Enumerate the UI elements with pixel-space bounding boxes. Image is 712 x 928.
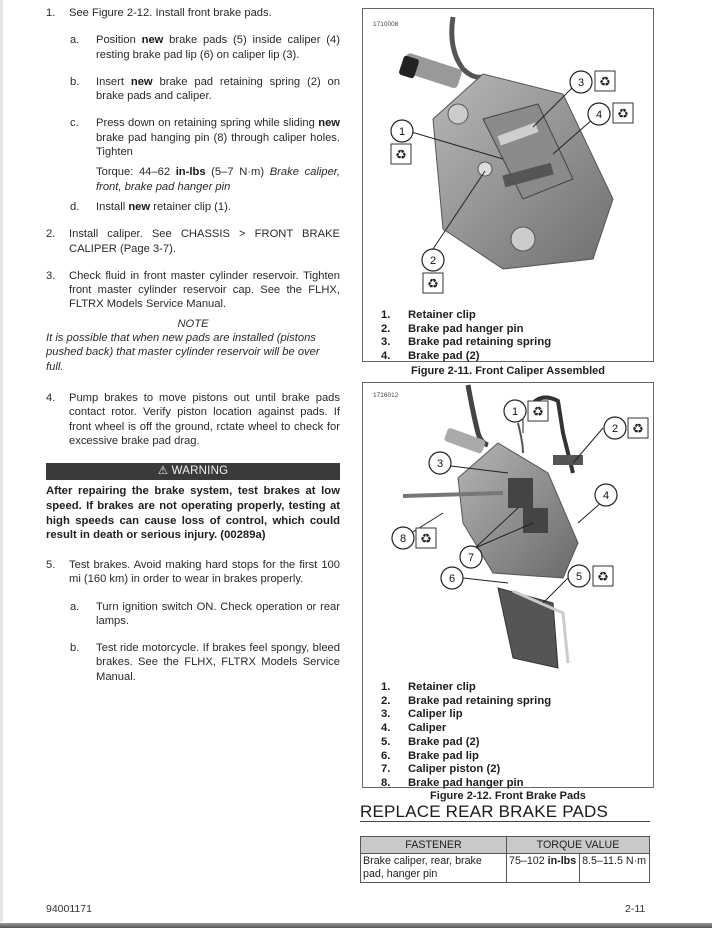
legend-number: 4.: [381, 350, 391, 363]
step-2: [46, 227, 340, 256]
figure-2-12: [362, 382, 654, 788]
torque-unit: in-lbs: [547, 855, 577, 867]
step-text: See Figure 2-12. Install front brake pads.: [69, 7, 272, 19]
callout-8: [392, 527, 414, 549]
page-number: 2-11: [625, 903, 646, 915]
text: retainer clip (1).: [150, 200, 231, 213]
document-number: 94001171: [46, 903, 92, 915]
callout-3: [570, 71, 592, 93]
page-edge: [0, 923, 712, 928]
recycle-icon: [613, 103, 633, 123]
text: Press down on retaining spring while sliding: [96, 117, 319, 130]
legend-item: [381, 323, 551, 337]
svg-text:♻: ♻: [427, 276, 439, 291]
svg-text:♻: ♻: [617, 106, 629, 121]
legend-label: Brake pad (2): [408, 735, 480, 748]
warning-block: [46, 463, 340, 543]
figure-id: 1710008: [373, 21, 399, 28]
text: Insert: [96, 75, 131, 88]
text: brake pads (5) inside caliper (4) resting brake pad lip (6) on caliper lip (3).: [96, 34, 340, 61]
callout-1: [504, 400, 526, 422]
torque-value: 75–102: [509, 855, 548, 867]
table-header-row: [361, 837, 650, 854]
legend-label: Caliper: [408, 722, 447, 735]
figure-2-11: [362, 8, 654, 362]
callout-number: 8: [399, 533, 407, 545]
legend-item: [381, 309, 551, 323]
legend-item: [381, 336, 551, 350]
step-number: 2.: [46, 228, 56, 241]
recycle-icon: [423, 273, 443, 293]
legend-item: [381, 777, 551, 791]
substep-1a: [46, 33, 340, 62]
callout-4: [588, 103, 610, 125]
step-number: 3.: [46, 269, 56, 282]
callout-number: 3: [577, 77, 585, 89]
emphasis: new: [128, 200, 151, 213]
step-text: Pump brakes to move pistons out until brake pads contact rotor. Verify piston location against pads. If front wheel is off the ground, rctate wheel to check for excessive brake pad drag.: [69, 391, 340, 447]
warning-bar: [46, 463, 340, 480]
legend-number: 8.: [381, 776, 391, 789]
callout-number: 3: [436, 458, 444, 470]
svg-text:♻: ♻: [632, 421, 644, 436]
substep-letter: d.: [70, 200, 80, 213]
legend-number: 2.: [381, 322, 391, 335]
legend-label: Caliper lip: [408, 708, 463, 721]
substep-letter: a.: [70, 600, 80, 613]
figure-2-12-caption: Figure 2-12. Front Brake Pads: [430, 790, 586, 802]
legend-number: 3.: [381, 336, 391, 349]
torque-table: [360, 836, 650, 883]
warning-label: WARNING: [171, 465, 229, 478]
callout-7: [460, 546, 482, 568]
legend-item: [381, 708, 551, 722]
step-text: Install caliper. See CHASSIS > FRONT BRAKE CALIPER (Page 3-7).: [69, 228, 340, 255]
legend-number: 4.: [381, 722, 391, 735]
legend-item: [381, 350, 551, 364]
legend-number: 7.: [381, 763, 391, 776]
recycle-icon: [593, 566, 613, 586]
substep-1b: [46, 75, 340, 104]
legend-number: 2.: [381, 694, 391, 707]
callout-2: [604, 417, 626, 439]
table-row: [361, 854, 650, 883]
figure-id: 1716012: [373, 392, 399, 399]
substep-5b: [46, 641, 340, 684]
legend-number: 6.: [381, 749, 391, 762]
legend-number: 1.: [381, 681, 391, 693]
caliper-assembled-illustration: [363, 9, 653, 291]
cell-torque-inlbs: [507, 854, 580, 883]
callout-number: 5: [575, 571, 583, 583]
torque-spec: [46, 165, 340, 194]
text: Install: [96, 200, 129, 213]
legend-label: Brake pad (2): [408, 350, 480, 363]
callout-number: 2: [429, 255, 437, 267]
step-number: 4.: [46, 391, 56, 404]
callout-4: [595, 484, 617, 506]
header-fastener: FASTENER: [361, 837, 507, 854]
section-heading: REPLACE REAR BRAKE PADS: [360, 803, 650, 822]
legend-label: Retainer clip: [408, 681, 476, 693]
legend-label: Retainer clip: [408, 309, 476, 321]
legend-label: Brake pad lip: [408, 749, 479, 762]
substep-text: Test ride motorcycle. If brakes feel spongy, bleed brakes. See the FLHX, FLTRX Models Service Manual.: [96, 642, 340, 683]
substep-letter: b.: [70, 75, 80, 88]
step-number: 5.: [46, 558, 56, 571]
recycle-icon: [628, 418, 648, 438]
svg-text:♻: ♻: [420, 531, 432, 546]
step-3: [46, 269, 340, 312]
substep-1c: [46, 116, 340, 159]
legend-label: Brake pad hanger pin: [408, 776, 524, 789]
callout-number: 7: [467, 552, 475, 564]
page-edge: [0, 0, 3, 922]
note: [46, 317, 340, 374]
step-number: 1.: [46, 7, 56, 19]
substep-letter: a.: [70, 34, 80, 47]
legend-item: [381, 750, 551, 764]
callout-5: [568, 565, 590, 587]
figure-2-12-legend: [381, 681, 551, 791]
callout-number: 4: [602, 490, 610, 502]
step-text: Test brakes. Avoid making hard stops for the first 100 mi (160 km) in order to wear in brakes properly.: [69, 558, 340, 586]
brake-pad-icon: [498, 588, 558, 668]
legend-label: Caliper piston (2): [408, 763, 501, 776]
callout-2: [422, 249, 444, 271]
warning-triangle-icon: ⚠: [157, 465, 169, 478]
torque-metric: (5–7 N·m): [205, 166, 270, 179]
cell-fastener: Brake caliper, rear, brake pad, hanger pin: [361, 854, 507, 883]
recycle-icon: [391, 144, 411, 164]
emphasis: new: [130, 75, 153, 88]
emphasis: new: [141, 34, 164, 47]
torque-label: Torque: 44–62: [96, 166, 176, 179]
substep-1d: [46, 200, 340, 214]
callout-number: 2: [611, 423, 619, 435]
svg-text:♻: ♻: [599, 74, 611, 89]
brake-pads-exploded-illustration: [363, 383, 653, 683]
callout-6: [441, 567, 463, 589]
recycle-icon: [528, 401, 548, 421]
text: Position: [96, 34, 142, 47]
callout-3: [429, 452, 451, 474]
step-text: Check fluid in front master cylinder reservoir. Tighten front master cylinder reservoir cap. See the FLHX, FLTRX Models Service Manual.: [69, 269, 340, 311]
warning-body: After repairing the brake system, test brakes at low speed. If brakes are not operating properly, testing at high speeds can cause loss of control, which could result in death or serious injury. (00289a): [46, 485, 340, 542]
recycle-icon: [416, 528, 436, 548]
legend-item: [381, 681, 551, 695]
legend-item: [381, 722, 551, 736]
legend-label: Brake pad hanger pin: [408, 322, 524, 335]
text: brake pad retaining spring (2) on brake pads and caliper.: [96, 75, 340, 103]
legend-item: [381, 736, 551, 750]
header-torque-value: TORQUE VALUE: [507, 837, 650, 854]
callout-1: [391, 120, 413, 142]
emphasis: new: [318, 117, 340, 130]
svg-text:♻: ♻: [532, 404, 544, 419]
legend-label: Brake pad retaining spring: [408, 336, 552, 349]
step-5: [46, 558, 340, 587]
callout-number: 1: [398, 126, 406, 138]
callout-number: 4: [595, 109, 603, 121]
svg-text:♻: ♻: [597, 569, 609, 584]
legend-label: Brake pad retaining spring: [408, 694, 552, 707]
note-title: NOTE: [177, 317, 209, 330]
step-4: [46, 391, 340, 448]
legend-item: [381, 695, 551, 709]
legend-number: 3.: [381, 708, 391, 721]
note-body: It is possible that when new pads are installed (pistons pushed back) that master cylinder reservoir will be over full.: [46, 332, 320, 373]
torque-fastener: Brake caliper, front, brake pad hanger pin: [96, 166, 341, 193]
legend-item: [381, 763, 551, 777]
recycle-icon: [595, 71, 615, 91]
legend-number: 1.: [381, 309, 391, 321]
callout-number: 6: [448, 573, 456, 585]
legend-number: 5.: [381, 735, 391, 748]
left-column: [46, 0, 340, 684]
retainer-clip-icon: [518, 423, 523, 453]
substep-letter: b.: [70, 642, 80, 655]
substep-text: Turn ignition switch ON. Check operation or rear lamps.: [96, 600, 340, 627]
figure-2-11-legend: [381, 309, 551, 364]
substep-5a: [46, 600, 340, 629]
step-1: [46, 6, 340, 20]
torque-unit: in-lbs: [175, 166, 206, 179]
cell-torque-metric: 8.5–11.5 N·m: [580, 854, 650, 883]
text: brake pad hanging pin (8) through caliper holes. Tighten: [96, 131, 340, 159]
figure-2-11-caption: Figure 2-11. Front Caliper Assembled: [411, 365, 605, 377]
svg-text:♻: ♻: [395, 147, 407, 162]
substep-letter: c.: [70, 117, 79, 130]
callout-number: 1: [511, 406, 519, 418]
